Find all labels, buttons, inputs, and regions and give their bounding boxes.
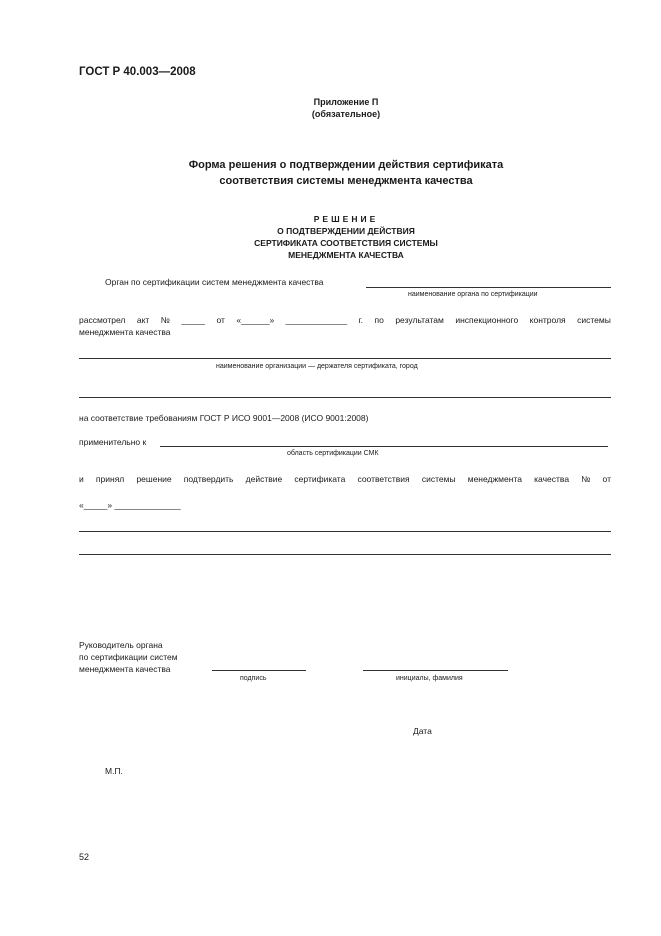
word: системы [421, 474, 456, 484]
applicable-label: применительно к [79, 437, 147, 447]
reviewed-act-line2: менеджмента качества [79, 327, 171, 337]
word: инспекционного [455, 315, 519, 325]
organ-caption: наименование органа по сертификации [408, 291, 538, 298]
decision-line2: О ПОДТВЕРЖДЕНИИ ДЕЙСТВИЯ [277, 226, 415, 236]
organization-caption: наименование организации — держателя сертификата, город [216, 363, 418, 370]
reviewed-act-line [79, 315, 611, 325]
word: № [581, 474, 591, 484]
page-number: 52 [79, 852, 90, 862]
stamp-label: М.П. [105, 766, 123, 776]
word: контроля [529, 315, 566, 325]
word: сертификата [294, 474, 346, 484]
word: менеджмента [467, 474, 522, 484]
word: результатам [395, 315, 444, 325]
compliance-text: на соответствие требованиям ГОСТ Р ИСО 9001—2008 (ИСО 9001:2008) [79, 413, 369, 423]
word: рассмотрел [79, 315, 126, 325]
word: акт [136, 315, 150, 325]
decision-line3: СЕРТИФИКАТА СООТВЕТСТВИЯ СИСТЕМЫ [254, 238, 438, 248]
form-title-line1: Форма решения о подтверждении действия сертификата [188, 159, 504, 171]
role-line1: Руководитель органа [79, 640, 163, 650]
word: № [160, 315, 170, 325]
word: и [79, 474, 84, 484]
organ-label: Орган по сертификации систем менеджмента качества [105, 277, 324, 287]
signature-role [79, 639, 178, 675]
act-day-field[interactable]: «______» [236, 315, 275, 325]
act-month-field[interactable]: _____________ [285, 315, 348, 325]
word: от [216, 315, 225, 325]
decision-line4: МЕНЕДЖМЕНТА КАЧЕСТВА [288, 250, 404, 260]
word: г. [358, 315, 364, 325]
document-code: ГОСТ Р 40.003—2008 [79, 66, 196, 78]
word: решение [136, 474, 172, 484]
appendix-status: (обязательное) [311, 109, 381, 119]
word: от [602, 474, 611, 484]
scope-field[interactable] [160, 446, 608, 447]
word: качества [534, 474, 570, 484]
organization-field-extra[interactable] [79, 397, 611, 398]
scope-caption: область сертификации СМК [287, 450, 379, 457]
signature-caption: подпись [240, 675, 267, 682]
notes-field-2[interactable] [79, 554, 611, 555]
word: по [374, 315, 384, 325]
organ-name-field[interactable] [366, 287, 611, 288]
role-line3: менеджмента качества [79, 664, 171, 674]
appendix-title: Приложение П [313, 97, 379, 107]
role-line2: по сертификации систем [79, 652, 178, 662]
form-title-line2: соответствия системы менеджмента качества [219, 175, 473, 187]
word: действие [245, 474, 283, 484]
name-field[interactable] [363, 670, 508, 671]
word: подтвердить [183, 474, 234, 484]
act-number-field[interactable]: _____ [181, 315, 205, 325]
decision-heading: РЕШЕНИЕ [313, 214, 379, 224]
notes-field-1[interactable] [79, 531, 611, 532]
word: системы [577, 315, 611, 325]
certificate-date-field[interactable]: «_____» ______________ [79, 500, 181, 510]
organization-field[interactable] [79, 358, 611, 359]
word: соответствия [357, 474, 410, 484]
accepted-decision-line [79, 474, 611, 484]
name-caption: инициалы, фамилия [396, 675, 463, 682]
word: принял [95, 474, 125, 484]
signature-field[interactable] [212, 670, 306, 671]
date-label: Дата [413, 726, 432, 736]
